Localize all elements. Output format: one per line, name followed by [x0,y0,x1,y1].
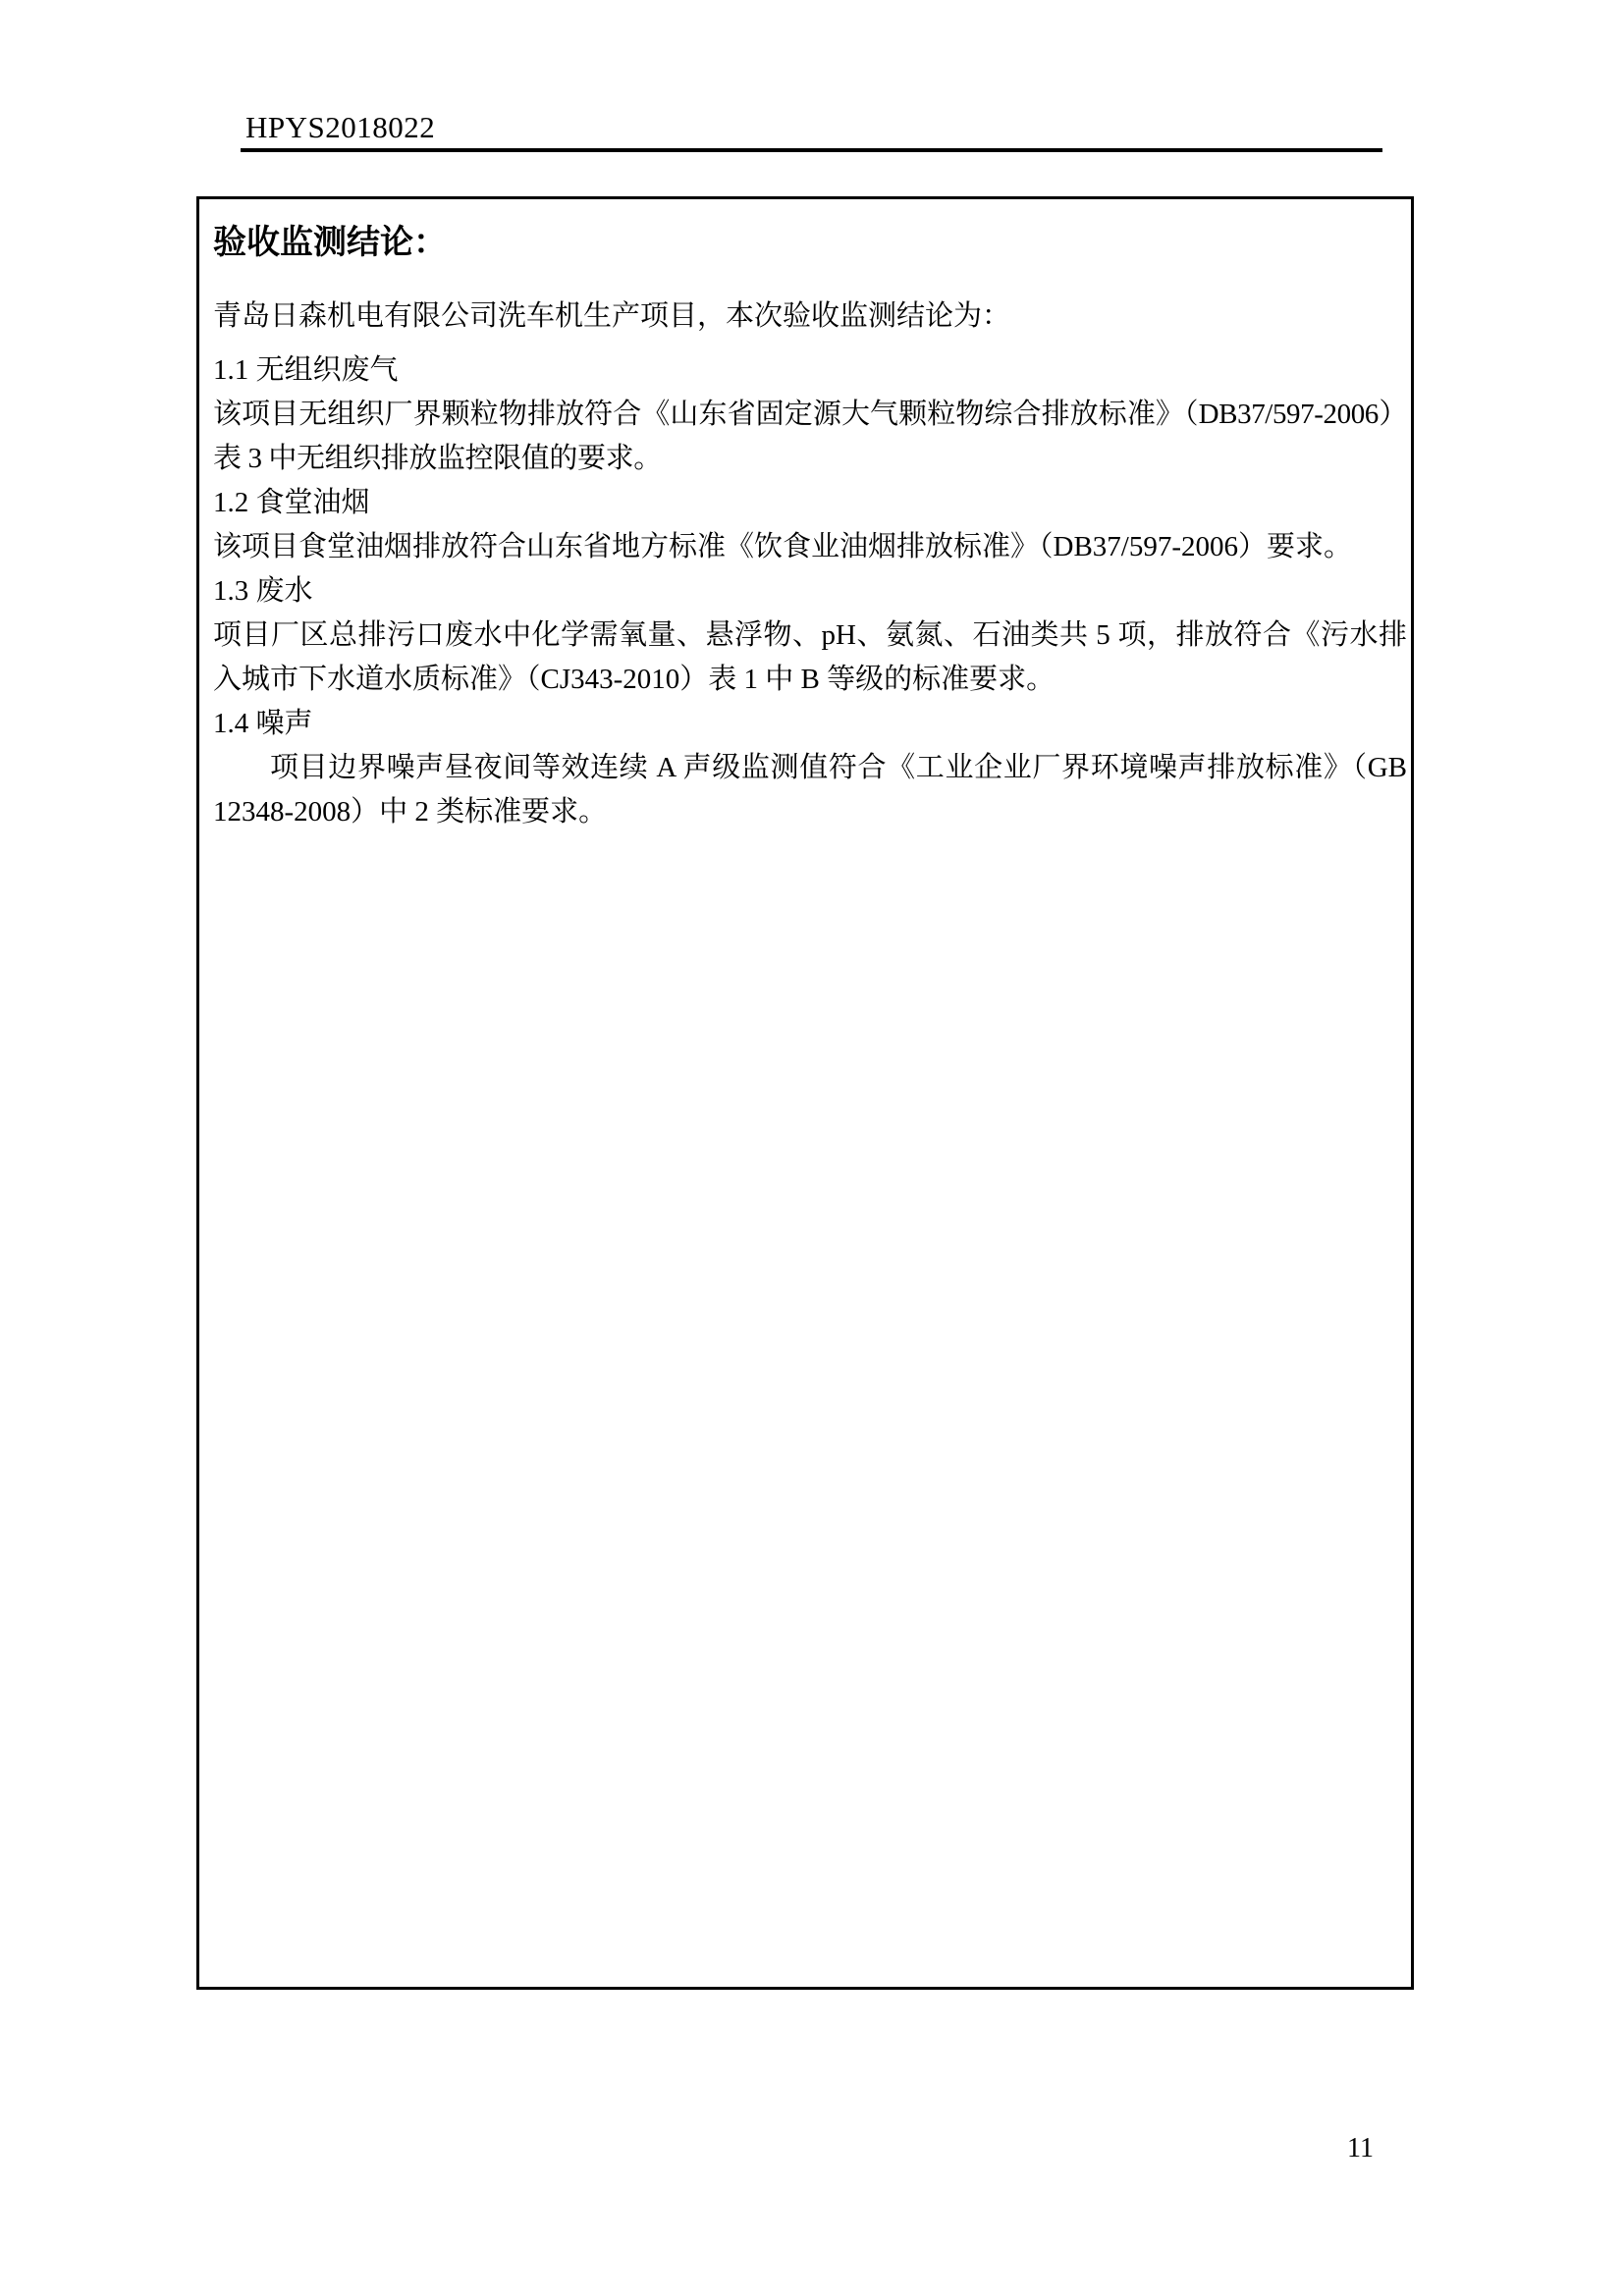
section-heading: 1.2 食堂油烟 [213,487,370,518]
section-fugitive-gas [213,348,1407,481]
section-body: 项目边界噪声昼夜间等效连续 A 声级监测值符合《工业企业厂界环境噪声排放标准》（GB 12348-2008）中 2 类标准要求。 [213,752,1407,828]
section-heading: 1.4 噪声 [213,708,313,739]
report-title: 验收监测结论： [213,225,447,261]
header-rule [241,148,1382,152]
section-heading: 1.3 废水 [213,575,313,607]
section-wastewater [213,569,1407,702]
section-body: 该项目无组织厂界颗粒物排放符合《山东省固定源大气颗粒物综合排放标准》（DB37/597-2006）表 3 中无组织排放监控限值的要求。 [213,399,1407,474]
page-number: 11 [1347,2133,1374,2163]
section-body: 项目厂区总排污口废水中化学需氧量、悬浮物、pH、氨氮、石油类共 5 项，排放符合《污水排入城市下水道水质标准》（CJ343-2010）表 1 中 B 等级的标准要求。 [213,619,1407,695]
header-code: HPYS2018022 [245,110,436,144]
section-heading: 1.1 无组织废气 [213,354,399,386]
section-noise [213,702,1407,834]
section-canteen-fumes [213,481,1407,569]
report-intro: 青岛日森机电有限公司洗车机生产项目，本次验收监测结论为： [213,300,1011,332]
section-body: 该项目食堂油烟排放符合山东省地方标准《饮食业油烟排放标准》（DB37/597-2006）要求。 [213,531,1353,562]
report-box [196,196,1414,1990]
